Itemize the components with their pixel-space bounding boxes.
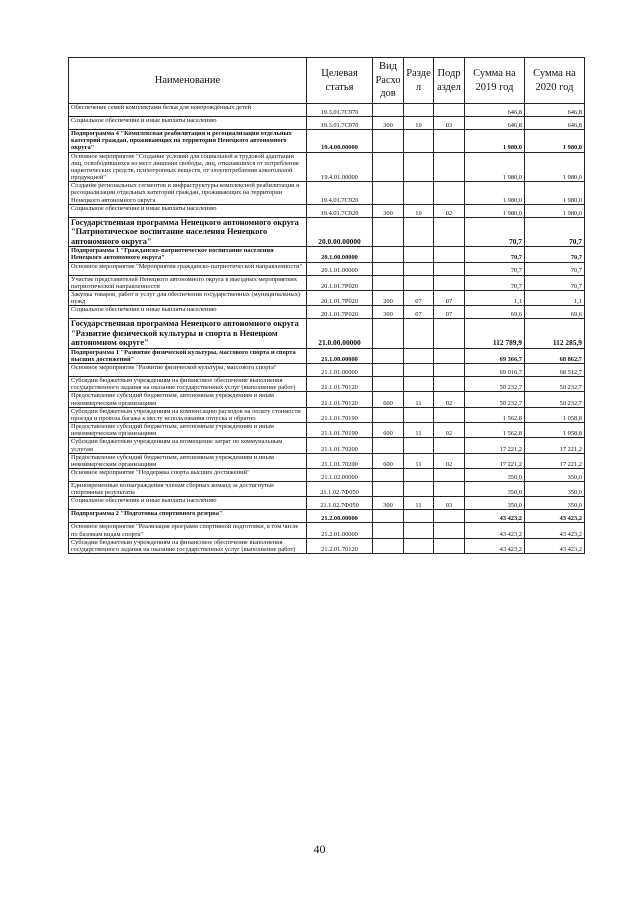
- expense-type-cell: 300: [373, 117, 404, 130]
- sum-2020-cell: 17 221,2: [525, 453, 585, 468]
- header-sum-2019: Сумма на 2019 год: [465, 58, 525, 104]
- expense-type-cell: [373, 104, 404, 117]
- sum-2019-cell: 1 980,0: [465, 204, 525, 217]
- row-name-cell: Единовременные вознаграждения членам сборных команд за достигнутые спортивные результаты: [69, 482, 307, 497]
- target-article-cell: 21.2.01.00000: [307, 523, 373, 538]
- expense-type-cell: [373, 377, 404, 392]
- sum-2020-cell: 1 980,0: [525, 152, 585, 182]
- subsection-cell: 07: [434, 306, 465, 319]
- expense-type-cell: [373, 152, 404, 182]
- sum-2020-cell: 70,7: [525, 275, 585, 290]
- target-article-cell: 21.1.01.70120: [307, 377, 373, 392]
- expense-type-cell: [373, 275, 404, 290]
- section-cell: 07: [404, 290, 434, 305]
- row-name-cell: Подпрограмма 2 "Подготовка спортивного резерва": [69, 510, 307, 523]
- section-cell: [404, 217, 434, 246]
- table-row: [69, 319, 585, 348]
- table-row: [69, 538, 585, 553]
- section-cell: [404, 523, 434, 538]
- row-name-cell: Социальное обеспечение и иные выплаты населению: [69, 117, 307, 130]
- section-cell: [404, 152, 434, 182]
- target-article-cell: 19.3.01.7С970: [307, 104, 373, 117]
- target-article-cell: 19.3.01.7С970: [307, 117, 373, 130]
- expense-type-cell: [373, 217, 404, 246]
- sum-2020-cell: 68 862,7: [525, 348, 585, 363]
- expense-type-cell: [373, 348, 404, 363]
- subsection-cell: 02: [434, 453, 465, 468]
- target-article-cell: 19.4.01.00000: [307, 152, 373, 182]
- sum-2020-cell: 112 285,9: [525, 319, 585, 348]
- row-name-cell: Субсидии бюджетным учреждениям на финансовое обеспечение выполнения государственного задания на оказание государственных услуг (выполнение работ): [69, 538, 307, 553]
- subsection-cell: [434, 217, 465, 246]
- sum-2019-cell: 69 016,7: [465, 364, 525, 377]
- table-row: [69, 152, 585, 182]
- sum-2019-cell: 17 221,2: [465, 453, 525, 468]
- header-subsection: Подр аздел: [434, 58, 465, 104]
- section-cell: [404, 130, 434, 153]
- section-cell: 10: [404, 204, 434, 217]
- target-article-cell: 21.2.00.00000: [307, 510, 373, 523]
- expense-type-cell: [373, 319, 404, 348]
- row-name-cell: Социальное обеспечение и иные выплаты населению: [69, 497, 307, 510]
- sum-2020-cell: 70,7: [525, 262, 585, 275]
- table-row: [69, 182, 585, 205]
- sum-2020-cell: 43 423,2: [525, 510, 585, 523]
- subsection-cell: [434, 275, 465, 290]
- row-name-cell: Подпрограмма 1 "Развитие физической культуры, массового спорта и спорта высших достижений": [69, 348, 307, 363]
- sum-2019-cell: 43 423,2: [465, 510, 525, 523]
- row-name-cell: Основное мероприятие "Мероприятия гражданско-патриотической направленности": [69, 262, 307, 275]
- subsection-cell: [434, 104, 465, 117]
- row-name-cell: Создание региональных сегментов и инфраструктуры комплексной реабилитации и ресоциализации отдельных категорий граждан, проживающих на территории Ненецкого автономного округа: [69, 182, 307, 205]
- sum-2019-cell: 50 232,7: [465, 377, 525, 392]
- table-row: [69, 497, 585, 510]
- section-cell: [404, 407, 434, 422]
- row-name-cell: Основное мероприятие "Поддержка спорта высших достижений": [69, 469, 307, 482]
- row-name-cell: Субсидии бюджетным учреждениям на компенсацию расходов на оплату стоимости проезда и провоза багажа к месту использования отпуска и обратно: [69, 407, 307, 422]
- sum-2019-cell: 1 980,0: [465, 152, 525, 182]
- sum-2019-cell: 17 221,2: [465, 438, 525, 453]
- subsection-cell: [434, 510, 465, 523]
- section-cell: [404, 538, 434, 553]
- sum-2020-cell: 70,7: [525, 217, 585, 246]
- table-row: [69, 217, 585, 246]
- subsection-cell: [434, 262, 465, 275]
- row-name-cell: Подпрограмма 4 "Комплексная реабилитация и ресоциализация отдельных категорий граждан, проживающих на территории Ненецкого автономного округа": [69, 130, 307, 153]
- sum-2019-cell: 350,0: [465, 469, 525, 482]
- target-article-cell: 20.1.00.00000: [307, 247, 373, 262]
- target-article-cell: 21.2.01.70120: [307, 538, 373, 553]
- sum-2019-cell: 350,0: [465, 482, 525, 497]
- sum-2020-cell: 69,6: [525, 306, 585, 319]
- table-row: [69, 262, 585, 275]
- subsection-cell: [434, 538, 465, 553]
- table-row: [69, 377, 585, 392]
- row-name-cell: Социальное обеспечение и иные выплаты населению: [69, 306, 307, 319]
- section-cell: [404, 182, 434, 205]
- sum-2019-cell: 69 366,7: [465, 348, 525, 363]
- section-cell: 11: [404, 423, 434, 438]
- target-article-cell: 21.1.02.00000: [307, 469, 373, 482]
- expense-type-cell: [373, 364, 404, 377]
- table-row: [69, 453, 585, 468]
- sum-2019-cell: 112 789,9: [465, 319, 525, 348]
- section-cell: [404, 247, 434, 262]
- section-cell: 11: [404, 392, 434, 407]
- expense-type-cell: 200: [373, 290, 404, 305]
- subsection-cell: [434, 377, 465, 392]
- row-name-cell: Основное мероприятие "Реализация программ спортивной подготовки, в том числе по базовым видам спорта": [69, 523, 307, 538]
- section-cell: [404, 438, 434, 453]
- expense-type-cell: [373, 247, 404, 262]
- subsection-cell: [434, 364, 465, 377]
- expense-type-cell: [373, 538, 404, 553]
- sum-2020-cell: 43 423,2: [525, 523, 585, 538]
- sum-2019-cell: 43 423,2: [465, 523, 525, 538]
- sum-2020-cell: 43 423,2: [525, 538, 585, 553]
- expense-type-cell: 300: [373, 204, 404, 217]
- section-cell: 11: [404, 497, 434, 510]
- row-name-cell: Субсидии бюджетным учреждениям на возмещение затрат по коммунальным услугам: [69, 438, 307, 453]
- sum-2020-cell: 1 058,8: [525, 423, 585, 438]
- target-article-cell: 21.1.02.7Ф050: [307, 497, 373, 510]
- expense-type-cell: 300: [373, 497, 404, 510]
- sum-2019-cell: 70,7: [465, 247, 525, 262]
- row-name-cell: Субсидии бюджетным учреждениям на финансовое обеспечение выполнения государственного задания на оказание государственных услуг (выполнение работ): [69, 377, 307, 392]
- sum-2020-cell: 1 980,0: [525, 182, 585, 205]
- table-row: [69, 275, 585, 290]
- table-row: [69, 204, 585, 217]
- target-article-cell: 21.1.00.00000: [307, 348, 373, 363]
- row-name-cell: Социальное обеспечение и иные выплаты населению: [69, 204, 307, 217]
- subsection-cell: [434, 469, 465, 482]
- sum-2019-cell: 1 562,8: [465, 423, 525, 438]
- sum-2019-cell: 70,7: [465, 275, 525, 290]
- row-name-cell: Подпрограмма 1 "Гражданско-патриотическое воспитание населения Ненецкого автономного округа": [69, 247, 307, 262]
- subsection-cell: 02: [434, 423, 465, 438]
- sum-2020-cell: 1 980,0: [525, 130, 585, 153]
- table-row: [69, 407, 585, 422]
- target-article-cell: 20.1.01.7Р020: [307, 290, 373, 305]
- table-row: [69, 117, 585, 130]
- table-row: [69, 423, 585, 438]
- sum-2020-cell: 1 980,0: [525, 204, 585, 217]
- section-cell: [404, 364, 434, 377]
- sum-2019-cell: 70,7: [465, 262, 525, 275]
- target-article-cell: 20.0.00.00000: [307, 217, 373, 246]
- page-number: 40: [313, 842, 326, 856]
- sum-2020-cell: 646,8: [525, 117, 585, 130]
- section-cell: [404, 319, 434, 348]
- table-row: [69, 104, 585, 117]
- sum-2019-cell: 350,0: [465, 497, 525, 510]
- expense-type-cell: 600: [373, 453, 404, 468]
- table-row: [69, 364, 585, 377]
- sum-2020-cell: 350,0: [525, 497, 585, 510]
- target-article-cell: 21.1.01.70190: [307, 423, 373, 438]
- sum-2019-cell: 1,1: [465, 290, 525, 305]
- table-header-row: [69, 58, 585, 104]
- section-cell: [404, 482, 434, 497]
- row-name-cell: Государственная программа Ненецкого автономного округа "Развитие физической культуры и спорта в Ненецком автономном округе": [69, 319, 307, 348]
- sum-2019-cell: 43 423,2: [465, 538, 525, 553]
- section-cell: 10: [404, 117, 434, 130]
- sum-2019-cell: 646,8: [465, 117, 525, 130]
- section-cell: [404, 275, 434, 290]
- target-article-cell: 21.1.01.70190: [307, 407, 373, 422]
- subsection-cell: [434, 152, 465, 182]
- table-body: [69, 104, 585, 554]
- subsection-cell: [434, 348, 465, 363]
- header-section: Разде л: [404, 58, 434, 104]
- subsection-cell: [434, 130, 465, 153]
- expense-type-cell: [373, 182, 404, 205]
- subsection-cell: [434, 438, 465, 453]
- expense-type-cell: [373, 510, 404, 523]
- subsection-cell: [434, 182, 465, 205]
- section-cell: 11: [404, 453, 434, 468]
- table-row: [69, 306, 585, 319]
- sum-2020-cell: 350,0: [525, 469, 585, 482]
- expense-type-cell: 300: [373, 306, 404, 319]
- target-article-cell: 19.4.01.7С920: [307, 182, 373, 205]
- sum-2019-cell: 1 980,0: [465, 182, 525, 205]
- subsection-cell: [434, 319, 465, 348]
- sum-2020-cell: 68 512,7: [525, 364, 585, 377]
- subsection-cell: [434, 482, 465, 497]
- subsection-cell: 03: [434, 497, 465, 510]
- expense-type-cell: 600: [373, 392, 404, 407]
- section-cell: 07: [404, 306, 434, 319]
- target-article-cell: 21.1.01.70200: [307, 453, 373, 468]
- sum-2019-cell: 69,6: [465, 306, 525, 319]
- row-name-cell: Участие представителей Ненецкого автономного округа в выездных мероприятиях патриотической направленности: [69, 275, 307, 290]
- subsection-cell: 03: [434, 117, 465, 130]
- target-article-cell: 19.4.01.7С920: [307, 204, 373, 217]
- target-article-cell: 21.0.00.00000: [307, 319, 373, 348]
- table-row: [69, 438, 585, 453]
- sum-2019-cell: 1 562,8: [465, 407, 525, 422]
- expense-type-cell: [373, 407, 404, 422]
- sum-2020-cell: 17 221,2: [525, 438, 585, 453]
- subsection-cell: 02: [434, 204, 465, 217]
- table-row: [69, 469, 585, 482]
- section-cell: [404, 510, 434, 523]
- row-name-cell: Основное мероприятие "Развитие физической культуры, массового спорта": [69, 364, 307, 377]
- table-row: [69, 130, 585, 153]
- sum-2020-cell: 1,1: [525, 290, 585, 305]
- sum-2019-cell: 70,7: [465, 217, 525, 246]
- section-cell: [404, 377, 434, 392]
- sum-2020-cell: 50 232,7: [525, 377, 585, 392]
- sum-2019-cell: 1 980,0: [465, 130, 525, 153]
- sum-2020-cell: 70,7: [525, 247, 585, 262]
- header-sum-2020: Сумма на 2020 год: [525, 58, 585, 104]
- table-row: [69, 392, 585, 407]
- row-name-cell: Предоставление субсидий бюджетным, автономным учреждениям и иным некоммерческим организациям: [69, 423, 307, 438]
- table-row: [69, 482, 585, 497]
- row-name-cell: Государственная программа Ненецкого автономного округа "Патриотическое воспитание населения Ненецкого автономного округа": [69, 217, 307, 246]
- table-row: [69, 510, 585, 523]
- target-article-cell: 21.1.01.70200: [307, 438, 373, 453]
- sum-2020-cell: 1 058,8: [525, 407, 585, 422]
- row-name-cell: Основное мероприятие "Создание условий для социальной и трудовой адаптации лиц, освободившихся из мест лишения свободы, лиц, отказавшихся от потребления наркотических средств, психотропных веществ, от злоупотребления алкогольной продукцией": [69, 152, 307, 182]
- budget-table: [68, 57, 585, 554]
- expense-type-cell: [373, 130, 404, 153]
- table-row: [69, 348, 585, 363]
- table-row: [69, 290, 585, 305]
- row-name-cell: Обеспечение семей комплектами белья для новорождённых детей: [69, 104, 307, 117]
- section-cell: [404, 348, 434, 363]
- row-name-cell: Предоставление субсидий бюджетным, автономным учреждениям и иным некоммерческим организациям: [69, 453, 307, 468]
- target-article-cell: 21.1.01.00000: [307, 364, 373, 377]
- header-expense-type: Вид Расхо дов: [373, 58, 404, 104]
- header-name: Наименование: [69, 58, 307, 104]
- section-cell: [404, 104, 434, 117]
- target-article-cell: 21.1.01.70120: [307, 392, 373, 407]
- table-row: [69, 523, 585, 538]
- expense-type-cell: [373, 438, 404, 453]
- sum-2020-cell: 350,0: [525, 482, 585, 497]
- expense-type-cell: [373, 523, 404, 538]
- subsection-cell: 07: [434, 290, 465, 305]
- section-cell: [404, 262, 434, 275]
- subsection-cell: 02: [434, 392, 465, 407]
- target-article-cell: 20.1.01.00000: [307, 262, 373, 275]
- sum-2019-cell: 646,8: [465, 104, 525, 117]
- subsection-cell: [434, 523, 465, 538]
- subsection-cell: [434, 407, 465, 422]
- target-article-cell: 21.1.02.7Ф050: [307, 482, 373, 497]
- row-name-cell: Закупка товаров, работ и услуг для обеспечения государственных (муниципальных) нужд: [69, 290, 307, 305]
- target-article-cell: 19.4.00.00000: [307, 130, 373, 153]
- expense-type-cell: 600: [373, 423, 404, 438]
- sum-2020-cell: 646,8: [525, 104, 585, 117]
- expense-type-cell: [373, 262, 404, 275]
- table-row: [69, 247, 585, 262]
- expense-type-cell: [373, 469, 404, 482]
- section-cell: [404, 469, 434, 482]
- expense-type-cell: [373, 482, 404, 497]
- sum-2019-cell: 50 232,7: [465, 392, 525, 407]
- target-article-cell: 20.1.01.7Р020: [307, 275, 373, 290]
- sum-2020-cell: 50 232,7: [525, 392, 585, 407]
- subsection-cell: [434, 247, 465, 262]
- header-target-article: Целевая статья: [307, 58, 373, 104]
- target-article-cell: 20.1.01.7Р020: [307, 306, 373, 319]
- row-name-cell: Предоставление субсидий бюджетным, автономным учреждениям и иным некоммерческим организациям: [69, 392, 307, 407]
